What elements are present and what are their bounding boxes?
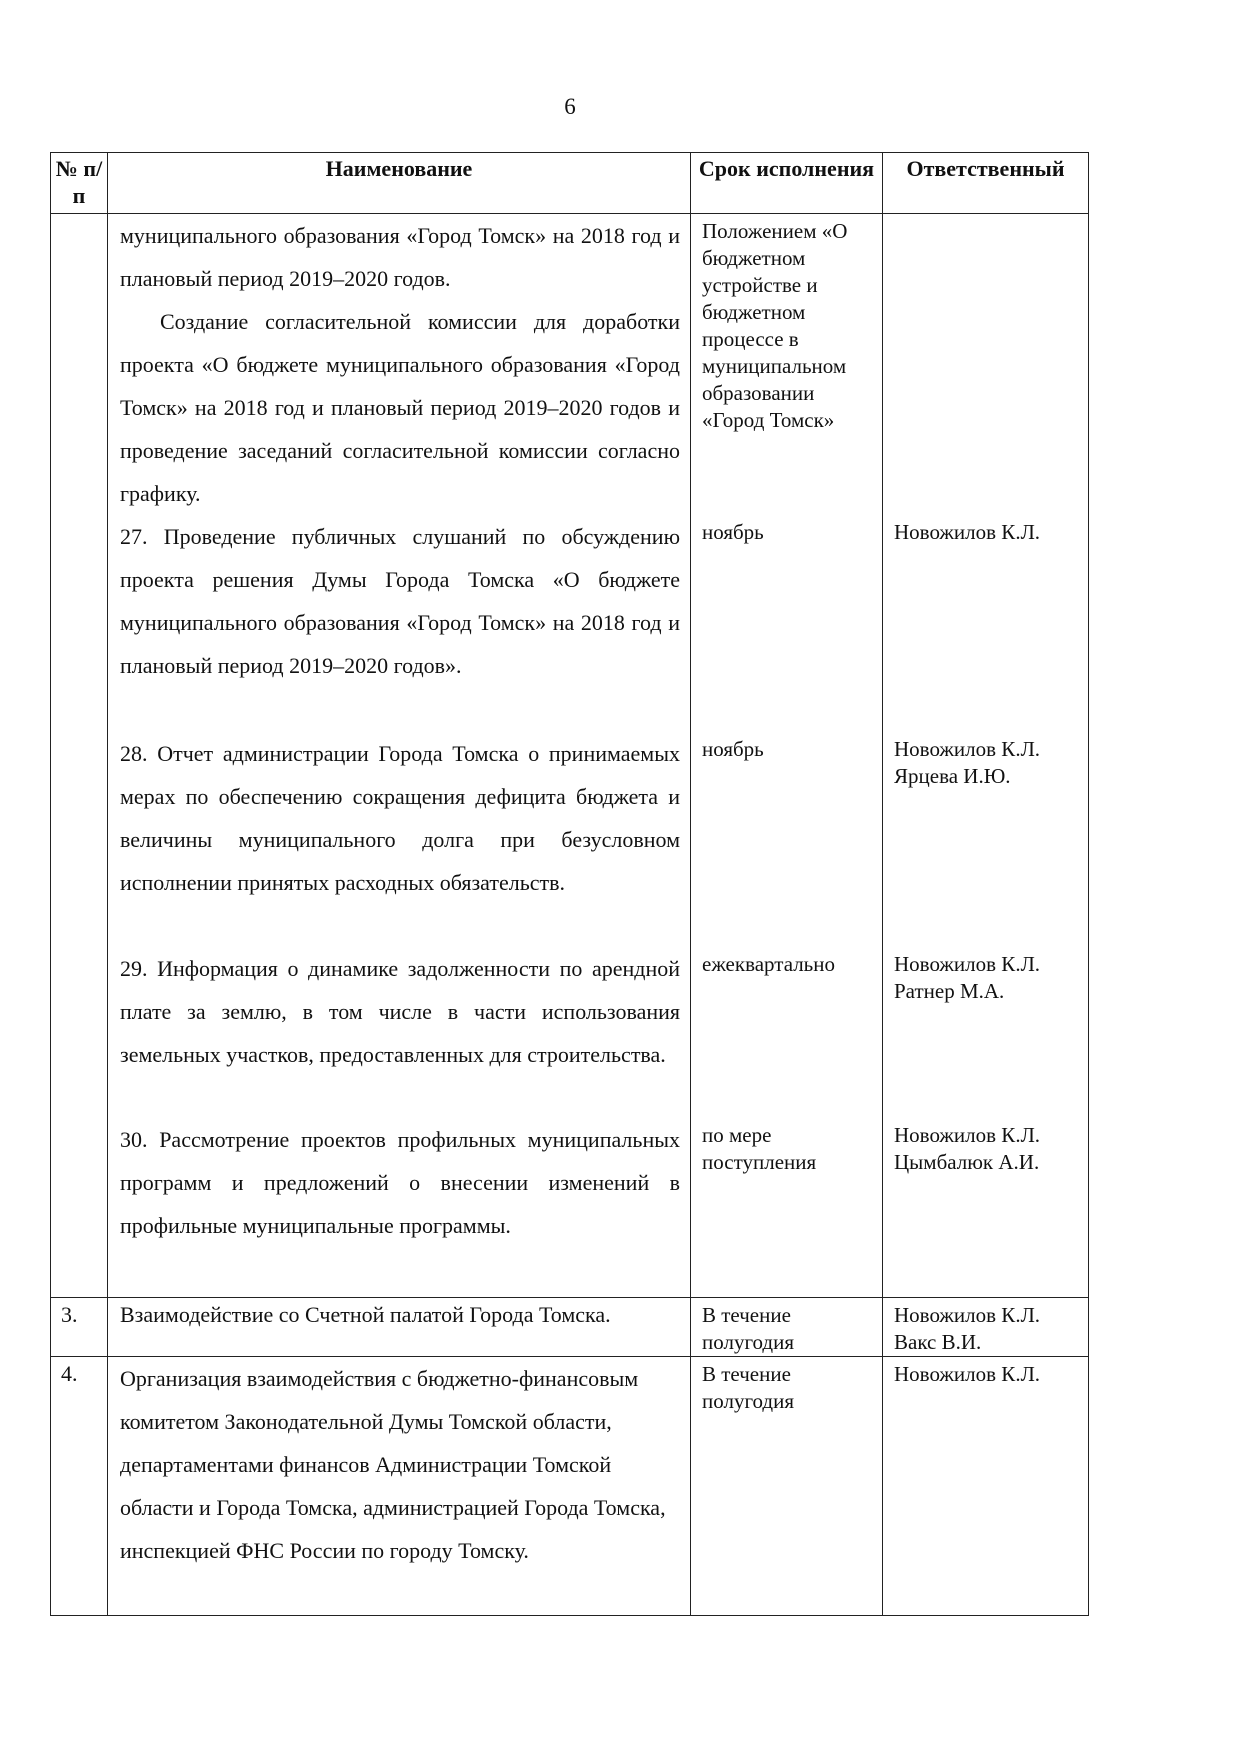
row-paragraph: Взаимодействие со Счетной палатой Города Томска.	[120, 1301, 611, 1327]
row-num: 3.	[51, 1297, 108, 1356]
page-number: 6	[564, 94, 576, 119]
row-paragraph: 30. Рассмотрение проектов профильных муниципальных программ и предложений о внесении изменений в профильные муниципальные программы.	[120, 1127, 680, 1238]
row-num	[51, 1118, 108, 1297]
row-responsible: Новожилов К.Л.	[883, 515, 1089, 732]
row-term: Положением «О бюджетном устройстве и бюджетном процессе в муниципальном образовании «Город Томск»	[691, 214, 883, 516]
row-name	[108, 1297, 691, 1356]
row-responsible: Новожилов К.Л. Ярцева И.Ю.	[883, 732, 1089, 947]
row-name	[108, 947, 691, 1118]
row-paragraph: муниципального образования «Город Томск» на 2018 год и плановый период 2019–2020 годов.	[120, 223, 680, 291]
row-term: В течение полугодия	[691, 1297, 883, 1356]
row-num	[51, 732, 108, 947]
table-row	[51, 732, 1089, 947]
row-term: ежеквартально	[691, 947, 883, 1118]
row-num: 4.	[51, 1356, 108, 1615]
table-row	[51, 1118, 1089, 1297]
table-row	[51, 515, 1089, 732]
row-name	[108, 515, 691, 732]
table-header	[51, 153, 1089, 214]
header-term: Срок исполнения	[691, 153, 883, 214]
table-row	[51, 1356, 1089, 1615]
row-term: ноябрь	[691, 732, 883, 947]
row-responsible: Новожилов К.Л.	[883, 1356, 1089, 1615]
row-responsible	[883, 214, 1089, 516]
header-responsible: Ответственный	[883, 153, 1089, 214]
row-term: по мере поступления	[691, 1118, 883, 1297]
row-paragraph: Организация взаимодействия с бюджетно-финансовым комитетом Законодательной Думы Томской области, департаментами финансов Администрации Томской области и Города Томска, администрацией Города Томска, инспекцией ФНС России по городу Томску.	[120, 1365, 666, 1563]
header-num: № п/п	[51, 153, 108, 214]
row-term: В течение полугодия	[691, 1356, 883, 1615]
row-num	[51, 214, 108, 516]
row-name	[108, 1118, 691, 1297]
row-num	[51, 515, 108, 732]
row-term: ноябрь	[691, 515, 883, 732]
row-num	[51, 947, 108, 1118]
header-name: Наименование	[108, 153, 691, 214]
row-paragraph: Создание согласительной комиссии для доработки проекта «О бюджете муниципального образования «Город Томск» на 2018 год и плановый период 2019–2020 годов и проведение заседаний согласительной комиссии согласно графику.	[120, 309, 680, 506]
row-paragraph: 27. Проведение публичных слушаний по обсуждению проекта решения Думы Города Томска «О бюджете муниципального образования «Город Томск» на 2018 год и плановый период 2019–2020 годов».	[120, 524, 680, 678]
row-paragraph: 29. Информация о динамике задолженности по арендной плате за землю, в том числе в части использования земельных участков, предоставленных для строительства.	[120, 956, 680, 1067]
table-row	[51, 214, 1089, 516]
table-row	[51, 947, 1089, 1118]
row-paragraph: 28. Отчет администрации Города Томска о принимаемых мерах по обеспечению сокращения дефицита бюджета и величины муниципального долга при безусловном исполнении принятых расходных обязательств.	[120, 741, 680, 895]
row-responsible: Новожилов К.Л. Вакс В.И.	[883, 1297, 1089, 1356]
table-row	[51, 1297, 1089, 1356]
row-name	[108, 732, 691, 947]
row-name	[108, 1356, 691, 1615]
row-responsible: Новожилов К.Л. Цымбалюк А.И.	[883, 1118, 1089, 1297]
row-responsible: Новожилов К.Л. Ратнер М.А.	[883, 947, 1089, 1118]
plan-table	[50, 152, 1089, 1616]
row-name	[108, 214, 691, 516]
